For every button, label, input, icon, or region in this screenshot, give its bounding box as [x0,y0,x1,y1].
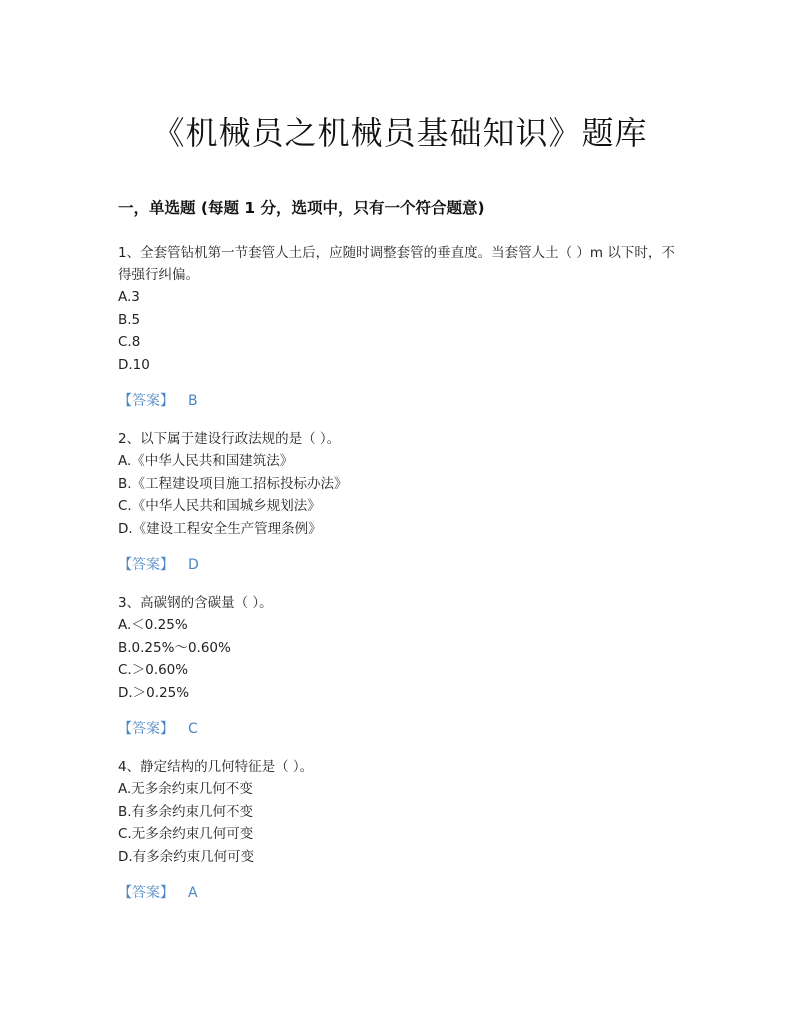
answer-line [118,882,688,904]
answer-line [118,390,688,412]
question-item [118,756,688,904]
option-a: A.3 [118,289,140,305]
answer-label: 【答案】 [118,885,174,901]
option-a: A.＜0.25% [118,617,188,633]
question-text: 4、静定结构的几何特征是（ ）。 [118,759,314,775]
answer-line [118,718,688,740]
option-list [118,778,688,868]
answer-label: 【答案】 [118,393,174,409]
question-item [118,592,688,740]
question-text: 2、以下属于建设行政法规的是（ ）。 [118,431,341,447]
answer-value: B [188,393,198,409]
answer-value: D [188,557,199,573]
answer-label: 【答案】 [118,721,174,737]
option-d: D.＞0.25% [118,684,190,701]
option-a: A.无多余约束几何不变 [118,781,253,797]
option-a: A.《中华人民共和国建筑法》 [118,453,294,469]
option-b: B.有多余约束几何不变 [118,803,254,820]
answer-line [118,554,688,576]
question-item [118,428,688,576]
option-c: C.8 [118,334,141,350]
option-list [118,614,688,704]
option-c: C.《中华人民共和国城乡规划法》 [118,498,321,514]
question-item [118,242,688,412]
option-list [118,450,688,540]
question-text: 3、高碳钢的含碳量（ ）。 [118,595,273,611]
option-b: B.0.25%～0.60% [118,639,231,656]
option-d: D.《建设工程安全生产管理条例》 [118,520,322,537]
question-list [118,242,688,920]
answer-value: C [188,721,198,737]
answer-value: A [188,885,198,901]
option-list [118,286,688,376]
option-c: C.＞0.60% [118,662,189,678]
option-d: D.有多余约束几何可变 [118,848,255,865]
answer-label: 【答案】 [118,557,174,573]
option-d: D.10 [118,356,150,373]
question-text: 1、全套管钻机第一节套管人土后，应随时调整套管的垂直度。当套管人土（ ）m 以下时，不得强行纠偏。 [118,245,675,283]
option-b: B.5 [118,311,141,328]
page-title: 《机械员之机械员基础知识》题库 [152,114,648,152]
option-c: C.无多余约束几何可变 [118,826,254,842]
section-heading: 一，单选题 (每题 1 分，选项中，只有一个符合题意) [118,199,485,217]
option-b: B.《工程建设项目施工招标投标办法》 [118,475,348,492]
